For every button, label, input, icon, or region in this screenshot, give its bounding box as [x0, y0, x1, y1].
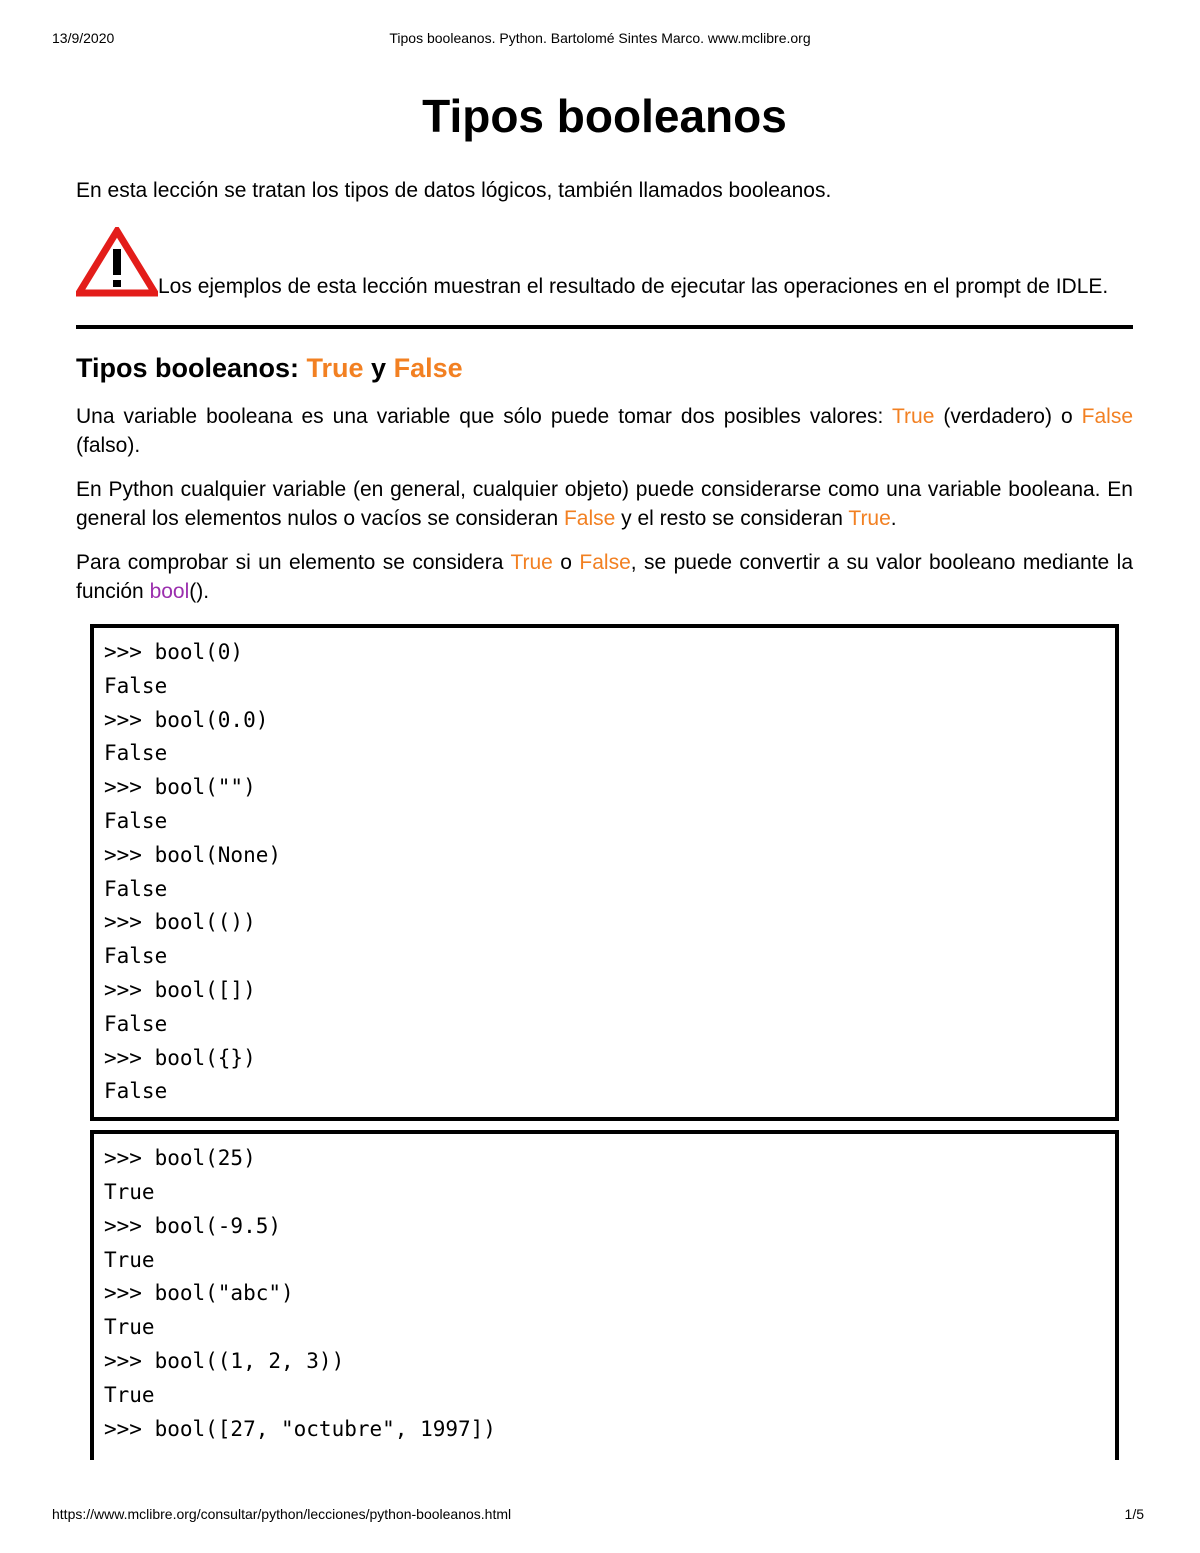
- code-line: >>> bool(0): [104, 640, 244, 664]
- code-line: >>> bool({}): [104, 1045, 256, 1070]
- code-line: False: [104, 808, 168, 833]
- print-header: [52, 30, 1148, 50]
- section-heading-y: y: [363, 353, 394, 383]
- page-number: 1/5: [1124, 1506, 1144, 1522]
- p3-text-a: Para comprobar si un elemento se considera: [76, 551, 511, 574]
- p2-keyword-true: True: [848, 507, 891, 530]
- code-line: >>> bool(-9.5): [104, 1213, 282, 1238]
- section-divider: [76, 325, 1133, 329]
- p3-keyword-false: False: [579, 551, 631, 574]
- p2-text-b: y el resto se consideran: [615, 507, 849, 530]
- code-line: False: [104, 876, 168, 901]
- p2-keyword-false: False: [563, 507, 616, 530]
- p3-keyword-true: True: [510, 551, 553, 574]
- notice-paragraph: [76, 227, 1133, 301]
- code-line: True: [104, 1247, 155, 1272]
- p3-text-d: ().: [189, 580, 210, 603]
- code-line: True: [104, 1315, 155, 1340]
- p1-text-a: Una variable booleana es una variable que sólo puede tomar dos posibles valores:: [76, 405, 892, 428]
- p1-text-c: (falso).: [76, 434, 141, 457]
- paragraph-boolean-definition: [76, 402, 1133, 460]
- code-line: False: [104, 741, 168, 766]
- code-line: True: [104, 1179, 155, 1204]
- code-line: >>> bool(()): [104, 910, 256, 935]
- p3-text-b: o: [552, 551, 580, 574]
- page-title: Tipos booleanos: [422, 90, 787, 142]
- page-content: [76, 80, 1133, 1460]
- code-line: >>> bool(0.0): [104, 707, 269, 732]
- code-line: >>> bool(25): [104, 1146, 256, 1171]
- section-heading-true: True: [306, 353, 364, 383]
- print-date: 13/9/2020: [52, 30, 115, 46]
- print-title: Tipos booleanos. Python. Bartolomé Sintes Marco. www.mclibre.org: [389, 30, 811, 46]
- code-line: False: [104, 673, 168, 698]
- code-line: >>> bool(None): [104, 842, 282, 867]
- p3-function-bool: bool: [149, 580, 190, 603]
- p1-keyword-true: True: [891, 405, 935, 428]
- code-line: False: [104, 1079, 168, 1104]
- notice-text: Los ejemplos de esta lección muestran el resultado de ejecutar las operaciones en el prompt de IDLE.: [158, 275, 1109, 298]
- warning-triangle-icon: [76, 227, 158, 297]
- code-line: False: [104, 944, 168, 969]
- code-line: >>> bool(""): [104, 775, 256, 800]
- code-block-truthy: [90, 1130, 1119, 1460]
- p2-text-c: .: [890, 507, 897, 530]
- p2-text-a: En Python cualquier variable (en general, cualquier objeto) puede considerarse como una variable booleana. En general los elementos nulos o vacíos se consideran: [76, 478, 1133, 530]
- paragraph-bool-function: [76, 548, 1133, 606]
- code-line: True: [104, 1382, 155, 1407]
- p1-keyword-false: False: [1081, 405, 1133, 428]
- paragraph-python-objects: [76, 475, 1133, 533]
- section-heading: [76, 350, 1133, 386]
- section-heading-false: False: [393, 353, 463, 383]
- code-line: False: [104, 1011, 168, 1036]
- code-line: >>> bool((1, 2, 3)): [104, 1348, 345, 1373]
- p3-text-c: , se puede convertir a su valor booleano mediante la función: [76, 551, 1133, 603]
- code-line: >>> bool([]): [104, 977, 256, 1002]
- code-line: >>> bool("abc"): [104, 1281, 294, 1306]
- code-block-falsy: [90, 624, 1119, 1121]
- code-line: >>> bool([27, "octubre", 1997]): [104, 1416, 496, 1441]
- print-url: https://www.mclibre.org/consultar/python/lecciones/python-booleanos.html: [52, 1506, 512, 1522]
- intro-paragraph: En esta lección se tratan los tipos de datos lógicos, también llamados booleanos.: [76, 179, 832, 202]
- section-heading-prefix: Tipos booleanos:: [76, 353, 307, 383]
- print-footer: [52, 1506, 1148, 1526]
- p1-text-b: (verdadero) o: [934, 405, 1082, 428]
